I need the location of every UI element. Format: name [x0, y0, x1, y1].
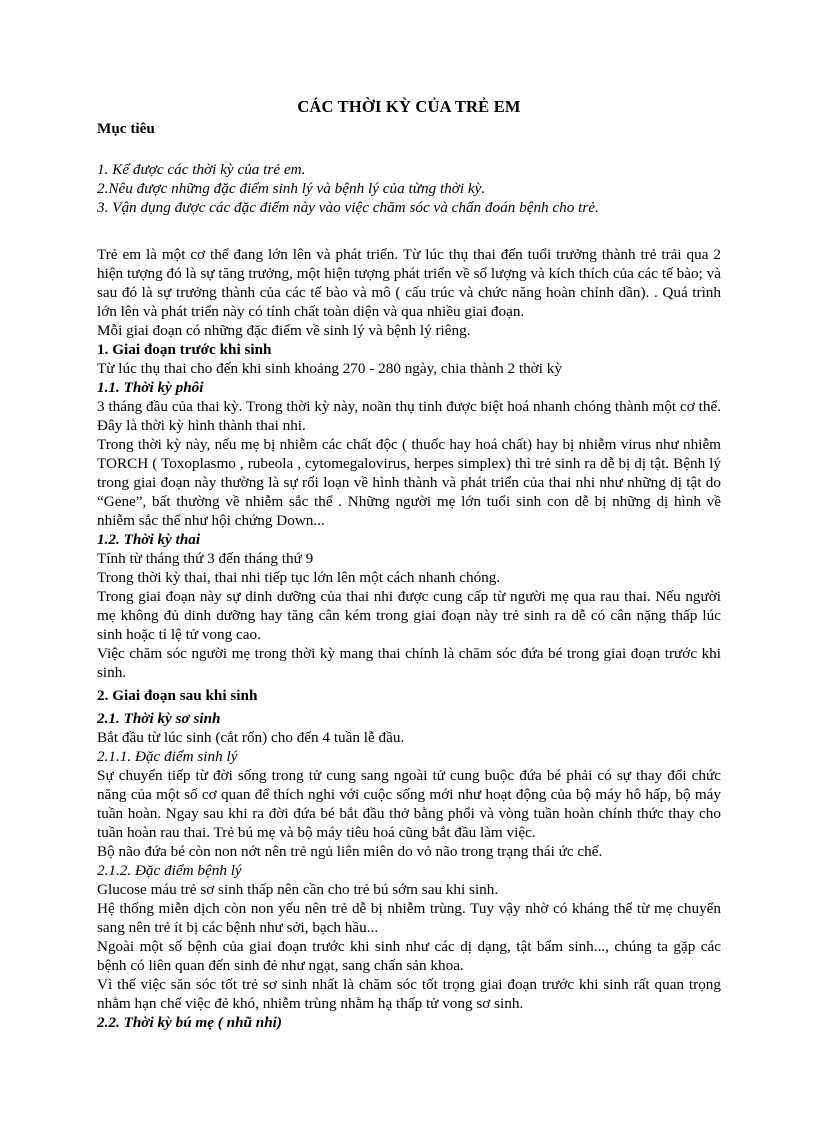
intro-paragraph: Mỗi giai đoạn có những đặc điểm về sinh lý và bệnh lý riêng. [97, 322, 471, 339]
paragraph: Trong thời kỳ thai, thai nhi tiếp tục lớn lên một cách nhanh chóng. [97, 569, 501, 586]
section-1-intro: Từ lúc thụ thai cho đến khi sinh khoảng 270 - 280 ngày, chia thành 2 thời kỳ [97, 360, 562, 377]
paragraph: Hệ thống miễn dịch còn non yếu nên trẻ dễ bị nhiễm trùng. Tuy vậy nhờ có kháng thể từ mẹ chuyển sang nên trẻ ít bị các bệnh như sởi, bạch hầu... [97, 900, 721, 936]
paragraph: Vì thế việc săn sóc tốt trẻ sơ sinh nhất là chăm sóc tốt trọng giai đoạn trước khi sinh rất quan trọng nhằm hạn chế việc đẻ khó, nhiễm trùng nhằm hạ thấp tử vong sơ sinh. [97, 976, 721, 1012]
section-1-1-heading: 1.1. Thời kỳ phôi [97, 379, 204, 396]
section-1-heading: 1. Giai đoạn trước khi sinh [97, 341, 272, 358]
section-2-heading: 2. Giai đoạn sau khi sinh [97, 687, 258, 704]
objectives-list [97, 160, 721, 217]
paragraph: Sự chuyển tiếp từ đời sống trong tử cung sang ngoài tử cung buộc đứa bé phải có sự thay đổi chức năng của một số cơ quan để thích nghi với cuộc sống mới như hoạt động của bộ máy hô hấp, bộ máy tuần hoàn. Ngay sau khi ra đời đứa bé bắt đầu thở bằng phổi và vòng tuần hoàn chính thức thay cho tuần hoàn rau thai. Trẻ bú mẹ và bộ máy tiêu hoá cũng bắt đầu làm việc. [97, 767, 721, 841]
intro-paragraph: Trẻ em là một cơ thể đang lớn lên và phát triển. Từ lúc thụ thai đến tuổi trưởng thành trẻ trải qua 2 hiện tượng đó là sự tăng trưởng, một hiện tượng phát triển về số lượng và kích thích của các tế bào; và sau đó là sự trưởng thành của các tế bào và mô ( cấu trúc và chức năng hoàn chỉnh dần). . Quá trình lớn lên và phát triển này có tính chất toàn diện và qua nhiều giai đoạn. [97, 246, 721, 320]
objective-item: 3. Vận dụng được các đặc điểm này vào việc chăm sóc và chẩn đoán bệnh cho trẻ. [97, 199, 599, 216]
paragraph: Việc chăm sóc người mẹ trong thời kỳ mang thai chính là chăm sóc đứa bé trong giai đoạn trước khi sinh. [97, 645, 721, 681]
paragraph: Tính từ tháng thứ 3 đến tháng thứ 9 [97, 550, 314, 567]
section-2-2-heading: 2.2. Thời kỳ bú mẹ ( nhũ nhi) [97, 1014, 282, 1031]
paragraph: 3 tháng đầu của thai kỳ. Trong thời kỳ này, noãn thụ tinh được biệt hoá nhanh chóng thành một cơ thể. Đây là thời kỳ hình thành thai nhi. [97, 398, 721, 434]
section-2-1-heading: 2.1. Thời kỳ sơ sinh [97, 710, 221, 727]
document-page [97, 97, 721, 1032]
paragraph: Trong giai đoạn này sự dinh dưỡng của thai nhi được cung cấp từ người mẹ qua rau thai. Nếu người mẹ không đủ dinh dưỡng hay tăng cân kém trong giai đoạn này trẻ sinh ra dễ có cân nặng thấp lúc sinh hoặc tỉ lệ tử vong cao. [97, 588, 721, 643]
section-1-2-heading: 1.2. Thời kỳ thai [97, 531, 201, 548]
document-title: CÁC THỜI KỲ CỦA TRẺ EM [297, 97, 521, 116]
paragraph: Trong thời kỳ này, nếu mẹ bị nhiễm các chất độc ( thuốc hay hoá chất) hay bị nhiễm virus như nhiễm TORCH ( Toxoplasmo , rubeola , cytomegalovirus, herpes simplex) thì trẻ sinh ra dễ bị dị tật. Bệnh lý trong giai đoạn này thường là sự rối loạn về hình thành và phát triển của thai nhi như những dị tật do “Gene”, bất thường về nhiễm sắc thể . Những người mẹ lớn tuổi sinh con dễ bị những dị hình về nhiễm sắc thể như hội chứng Down... [97, 436, 721, 529]
objective-item: 2.Nêu được những đặc điểm sinh lý và bệnh lý của từng thời kỳ. [97, 180, 486, 197]
section-2-1-1-heading: 2.1.1. Đặc điểm sinh lý [97, 748, 238, 765]
objectives-heading: Mục tiêu [97, 120, 155, 137]
objective-item: 1. Kể được các thời kỳ của trẻ em. [97, 161, 306, 178]
section-2-1-2-heading: 2.1.2. Đặc điểm bệnh lý [97, 862, 242, 879]
paragraph: Bộ não đứa bé còn non nớt nên trẻ ngủ liên miên do vỏ não trong trạng thái ức chế. [97, 843, 603, 860]
paragraph: Ngoài một số bệnh của giai đoạn trước khi sinh như các dị dạng, tật bẩm sinh..., chúng ta gặp các bệnh có liên quan đến sinh đẻ như ngạt, sang chấn sản khoa. [97, 938, 721, 974]
paragraph: Glucose máu trẻ sơ sinh thấp nên cần cho trẻ bú sớm sau khi sinh. [97, 881, 499, 898]
paragraph: Bắt đầu từ lúc sinh (cắt rốn) cho đến 4 tuần lễ đầu. [97, 729, 405, 746]
